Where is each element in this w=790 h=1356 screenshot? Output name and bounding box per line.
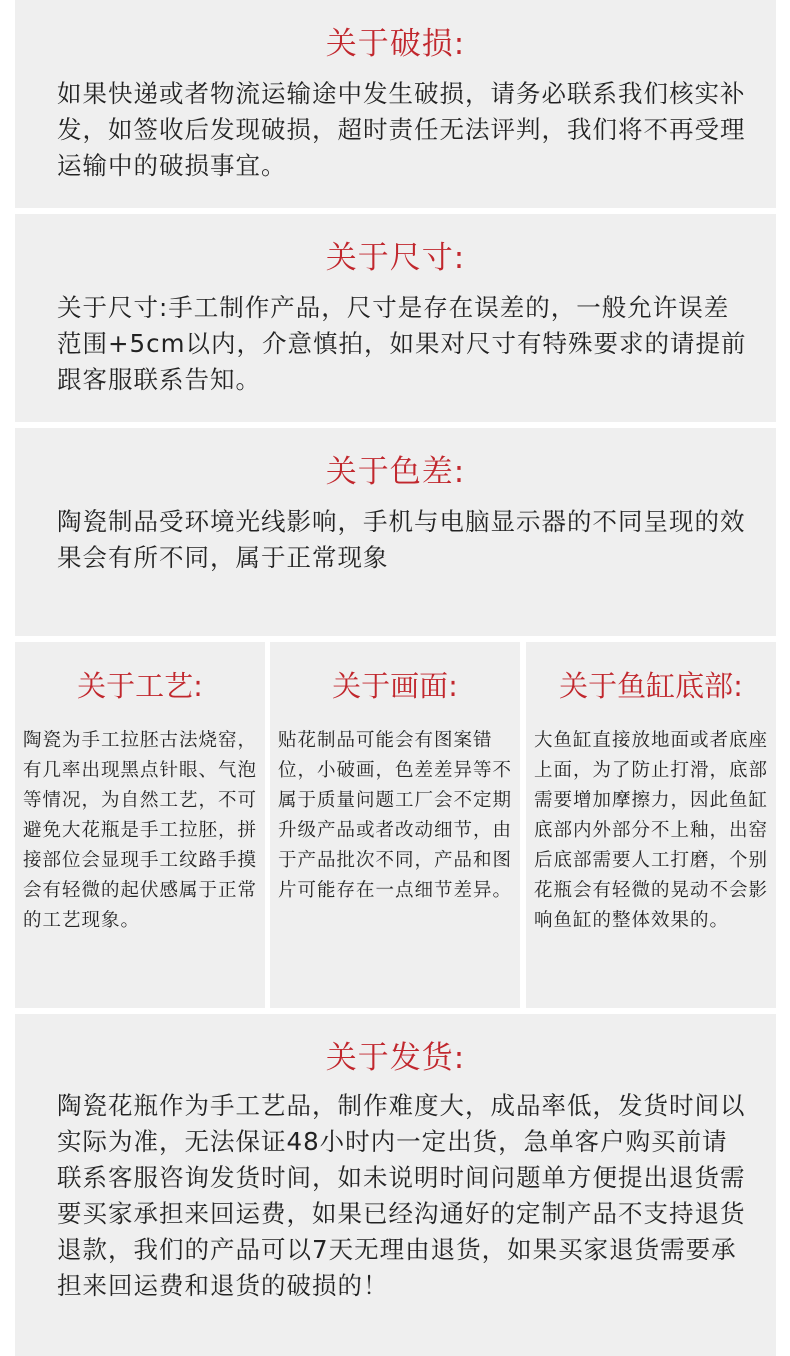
- shipping-section: [15, 1014, 776, 1356]
- damage-title: 关于破损:: [325, 26, 466, 62]
- color-text: 陶瓷制品受环境光线影响，手机与电脑显示器的不同呈现的效果会有所不同，属于正常现象: [57, 507, 746, 572]
- bottom-section: [526, 642, 776, 1008]
- craft-section: [15, 642, 265, 1008]
- bottom-text: 大鱼缸直接放地面或者底座上面，为了防止打滑，底部需要增加摩擦力，因此鱼缸底部内外部分不上釉，出窑后底部需要人工打磨，个别花瓶会有轻微的晃动不会影响鱼缸的整体效果的。: [534, 730, 769, 931]
- craft-text: 陶瓷为手工拉胚古法烧窑，有几率出现黑点针眼、气泡等情况，为自然工艺，不可避免大花瓶是手工拉胚，拼接部位会显现手工纹路手摸会有轻微的起伏感属于正常的工艺现象。: [23, 730, 258, 931]
- color-title: 关于色差:: [325, 454, 466, 490]
- craft-title: 关于工艺:: [77, 669, 203, 703]
- size-text: 关于尺寸:手工制作产品，尺寸是存在误差的，一般允许误差范围+5cm以内，介意慎拍，如果对尺寸有特殊要求的请提前跟客服联系告知。: [57, 293, 747, 394]
- pattern-title: 关于画面:: [332, 669, 458, 703]
- pattern-text: 贴花制品可能会有图案错位，小破画，色差差异等不属于质量问题工厂会不定期升级产品或者改动细节，由于产品批次不同，产品和图片可能存在一点细节差异。: [278, 730, 513, 901]
- shipping-text: 陶瓷花瓶作为手工艺品，制作难度大，成品率低，发货时间以实际为准，无法保证48小时内一定出货，急单客户购买前请联系客服咨询发货时间，如未说明时间问题单方便提出退货需要买家承担来回运费，如果已经沟通好的定制产品不支持退货退款，我们的产品可以7天无理由退货，如果买家退货需要承担来回运费和退货的破损的！: [57, 1091, 746, 1300]
- shipping-title: 关于发货:: [325, 1040, 466, 1076]
- pattern-section: [270, 642, 520, 1008]
- damage-section: [15, 0, 776, 208]
- damage-text: 如果快递或者物流运输途中发生破损，请务必联系我们核实补发，如签收后发现破损，超时责任无法评判，我们将不再受理运输中的破损事宜。: [57, 79, 746, 180]
- color-section: [15, 428, 776, 636]
- size-title: 关于尺寸:: [325, 240, 466, 276]
- size-section: [15, 214, 776, 422]
- bottom-title: 关于鱼缸底部:: [559, 669, 743, 703]
